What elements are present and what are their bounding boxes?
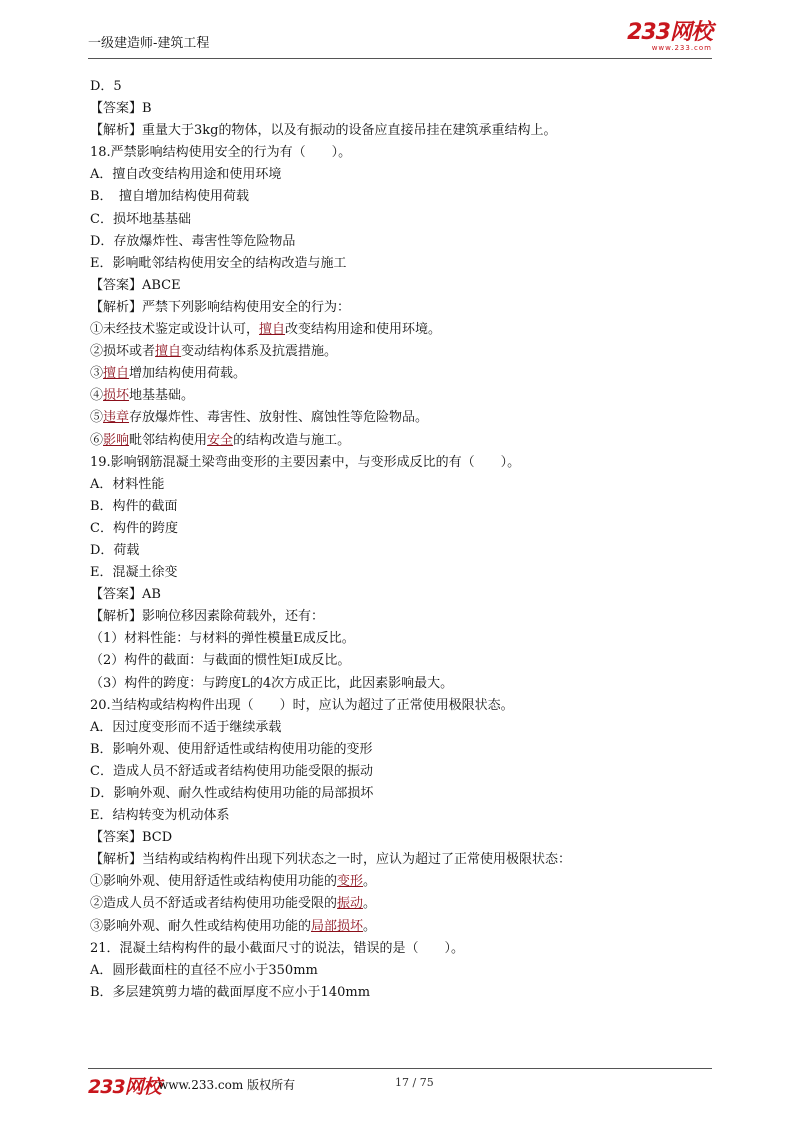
text-line [90,120,720,142]
text-line [90,407,720,429]
text-segment: ②造成人员不舒适或者结构使用功能受限的 [90,896,338,912]
text-segment: A．因过度变形而不适于继续承载 [90,719,282,735]
text-line [90,231,720,253]
text-segment: 。 [363,896,377,912]
text-line [90,650,720,672]
text-segment: 存放爆炸性、毒害性、放射性、腐蚀性等危险物品。 [129,410,429,426]
text-segment: 。 [363,874,377,890]
highlighted-keyword: 擅自 [103,366,130,382]
footer-logo: 233网校 [88,1076,161,1098]
text-segment: 【解析】影响位移因素除荷载外，还有： [90,609,325,625]
text-segment: 【答案】AB [90,587,161,603]
text-line [90,142,720,164]
text-segment: 【解析】严禁下列影响结构使用安全的行为： [90,299,351,315]
text-line [90,253,720,275]
logo-text: 233网校 [627,20,712,45]
text-line [90,606,720,628]
highlighted-keyword: 违章 [103,410,130,426]
text-line [90,209,720,231]
text-line [90,893,720,915]
text-segment: A．圆形截面柱的直径不应小于350mm [90,962,318,978]
text-segment: B．多层建筑剪力墙的截面厚度不应小于140mm [90,984,371,1000]
text-segment: C．造成人员不舒适或者结构使用功能受限的振动 [90,763,373,779]
text-line [90,297,720,319]
text-line [90,827,720,849]
text-segment: 改变结构用途和使用环境。 [285,322,442,338]
highlighted-keyword: 变形 [337,874,364,890]
text-segment: （1）材料性能：与材料的弹性模量E成反比。 [90,631,355,647]
text-line [90,275,720,297]
text-segment: 21．混凝土结构构件的最小截面尺寸的说法，错误的是（ ）。 [90,940,465,956]
highlighted-keyword: 擅自 [155,344,182,360]
text-segment: A．材料性能 [90,476,165,492]
text-line [90,76,720,98]
text-segment: 18.严禁影响结构使用安全的行为有（ ）。 [90,145,352,161]
text-segment: D．存放爆炸性、毒害性等危险物品 [90,233,296,249]
text-segment: 19.影响钢筋混凝土梁弯曲变形的主要因素中，与变形成反比的有（ ）。 [90,454,521,470]
text-line [90,430,720,452]
text-line [90,186,720,208]
text-segment: ①未经技术鉴定或设计认可， [90,322,260,338]
text-segment: E．混凝土徐变 [90,565,178,581]
text-segment: E．结构转变为机动体系 [90,808,230,824]
text-segment: 【答案】B [90,101,152,117]
text-line [90,164,720,186]
text-segment: B．构件的截面 [90,498,178,514]
text-line [90,849,720,871]
text-segment: 毗邻结构使用 [129,432,208,448]
text-segment: （3）构件的跨度：与跨度L的4次方成正比，此因素影响最大。 [90,675,454,691]
text-line [90,805,720,827]
logo-subtext: www.233.com [651,44,712,52]
highlighted-keyword: 损坏 [103,388,130,404]
text-line [90,496,720,518]
text-segment: ③影响外观、耐久性或结构使用功能的 [90,918,312,934]
document-body [90,76,720,1004]
text-segment: B． 擅自增加结构使用荷载 [90,189,250,205]
text-line [90,474,720,496]
text-line [90,761,720,783]
text-segment: ⑤ [90,410,104,426]
text-segment: 的结构改造与施工。 [233,432,351,448]
text-line [90,673,720,695]
highlighted-keyword: 振动 [337,896,364,912]
header-title: 一级建造师-建筑工程 [88,36,210,51]
text-segment: 地基基础。 [129,388,195,404]
text-line [90,319,720,341]
text-segment: 【解析】当结构或结构构件出现下列状态之一时，应认为超过了正常使用极限状态： [90,852,572,868]
text-line [90,717,720,739]
highlighted-keyword: 擅自 [259,322,286,338]
text-segment: B．影响外观、使用舒适性或结构使用功能的变形 [90,741,373,757]
text-segment: C．构件的跨度 [90,520,178,536]
footer-copyright: www.233.com 版权所有 [158,1078,296,1092]
text-line [90,363,720,385]
text-segment: D．5 [90,79,122,94]
text-line [90,695,720,717]
text-segment: ④ [90,388,104,404]
header-divider [88,58,712,59]
text-line [90,938,720,960]
text-line [90,982,720,1004]
text-line [90,341,720,363]
text-segment: C．损坏地基基础 [90,211,191,227]
brand-logo [627,22,712,52]
text-segment: ⑥ [90,432,104,448]
text-segment: A．擅自改变结构用途和使用环境 [90,167,282,183]
text-line [90,783,720,805]
text-segment: D．荷载 [90,542,140,558]
text-line [90,518,720,540]
text-segment: E．影响毗邻结构使用安全的结构改造与施工 [90,255,347,271]
text-line [90,960,720,982]
footer-divider [88,1068,712,1069]
text-segment: ②损坏或者 [90,344,156,360]
text-line [90,739,720,761]
text-line [90,385,720,407]
text-line [90,562,720,584]
highlighted-keyword: 影响 [103,432,130,448]
page-footer [88,1072,712,1096]
text-line [90,916,720,938]
text-line [90,540,720,562]
text-segment: 【答案】BCD [90,830,173,846]
text-line [90,628,720,650]
text-line [90,584,720,606]
text-segment: D．影响外观、耐久性或结构使用功能的局部损坏 [90,786,374,801]
text-segment: 【解析】重量大于3kg的物体，以及有振动的设备应直接吊挂在建筑承重结构上。 [90,123,557,139]
text-segment: ③ [90,366,104,382]
text-line [90,98,720,120]
text-segment: 变动结构体系及抗震措施。 [181,344,338,360]
text-line [90,871,720,893]
highlighted-keyword: 局部损坏 [311,918,364,934]
text-line [90,452,720,474]
text-segment: 20.当结构或结构构件出现（ ）时，应认为超过了正常使用极限状态。 [90,697,514,713]
text-segment: （2）构件的截面：与截面的惯性矩I成反比。 [90,653,351,669]
text-segment: ①影响外观、使用舒适性或结构使用功能的 [90,874,338,890]
page-header [88,22,712,58]
page-number: 17 / 75 [395,1076,434,1089]
text-segment: 。 [363,918,377,934]
text-segment: 【答案】ABCE [90,277,181,293]
text-segment: 增加结构使用荷载。 [129,366,247,382]
highlighted-keyword: 安全 [207,432,234,448]
